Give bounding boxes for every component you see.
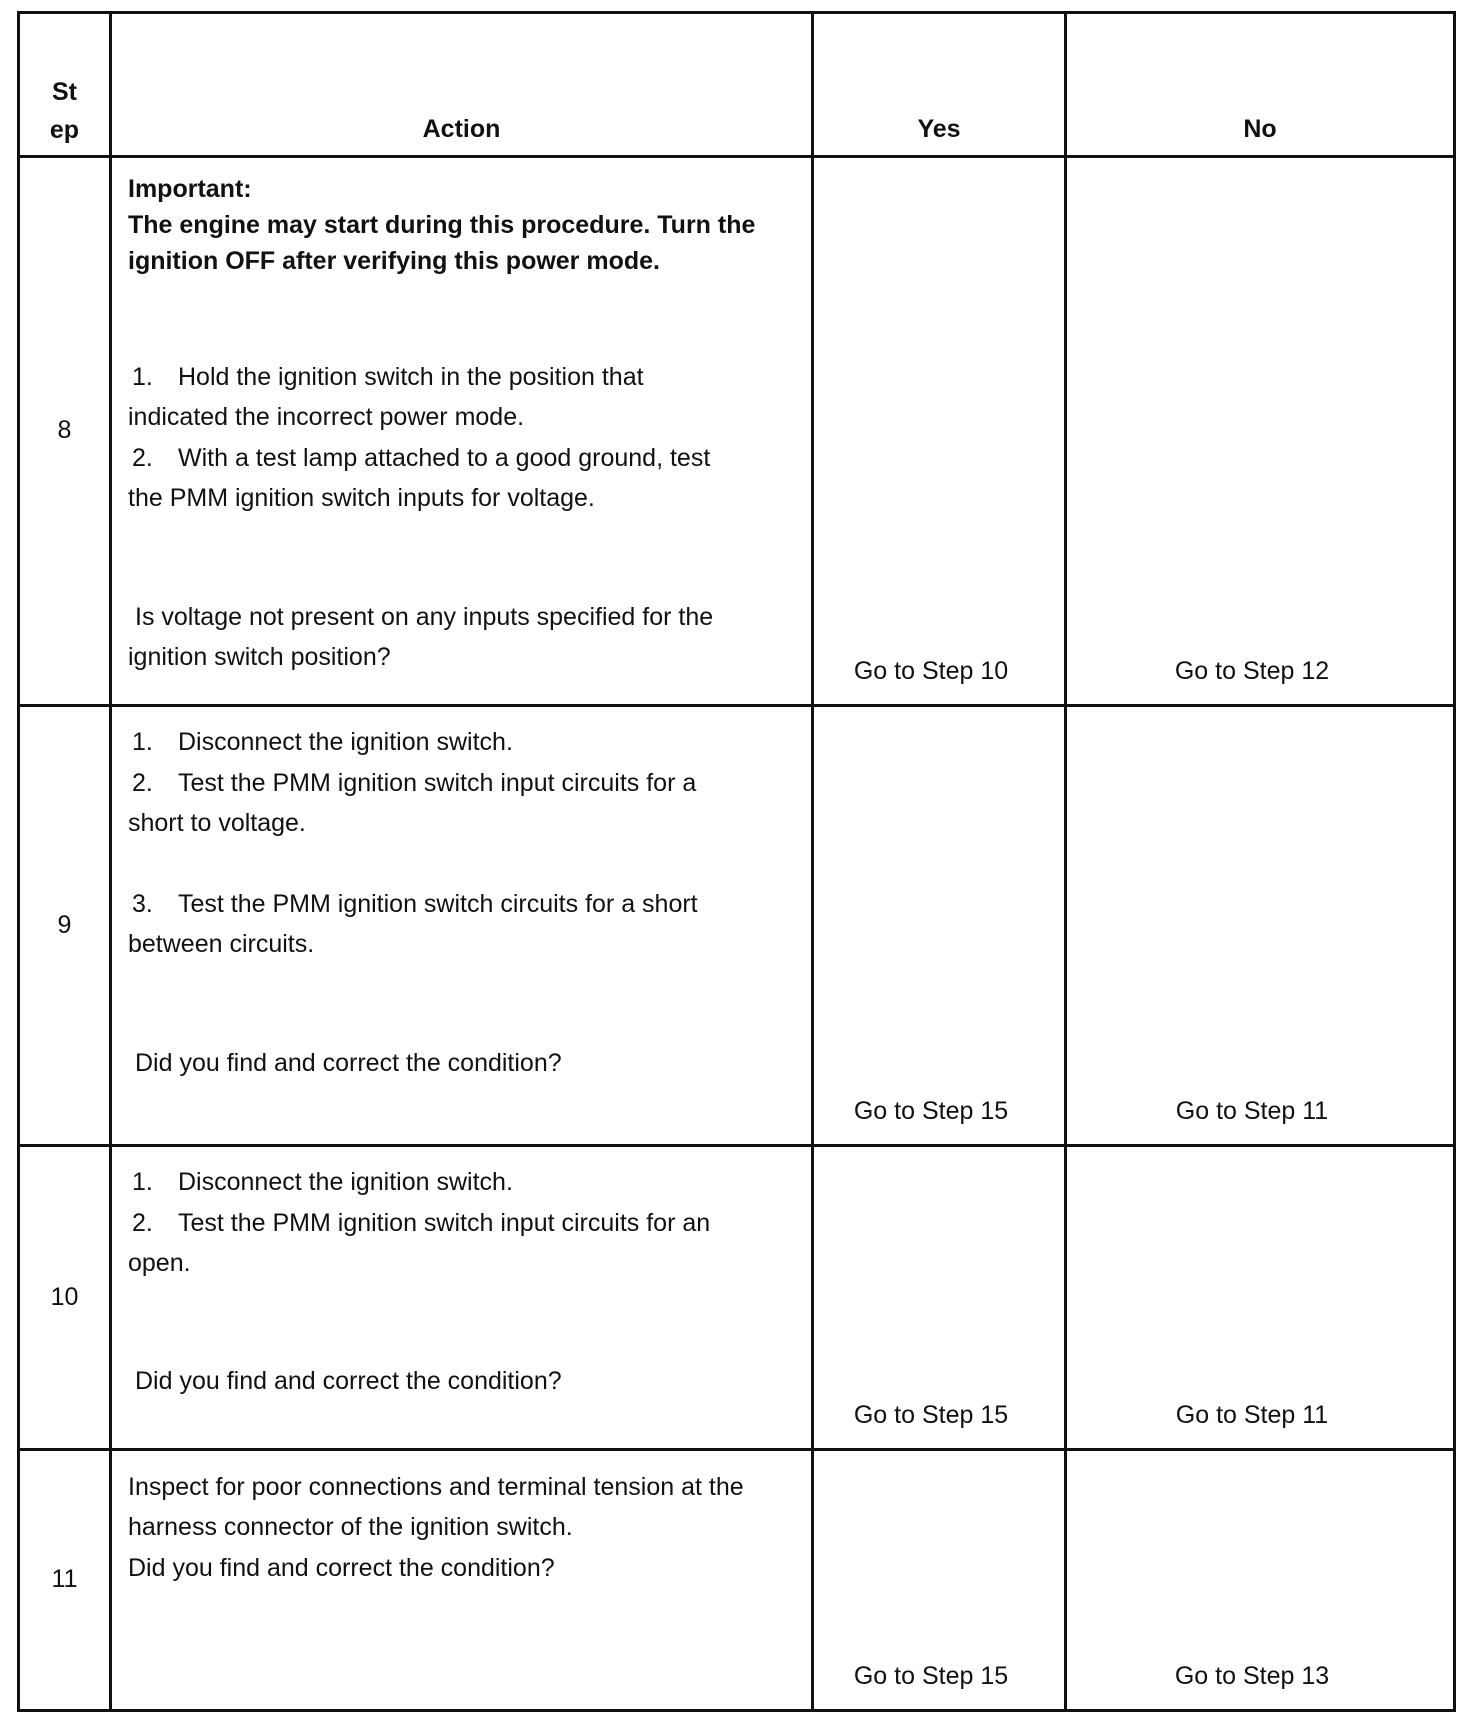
step-8-item-2-cont: the PMM ignition switch inputs for voltage. xyxy=(128,484,595,513)
no-next-step: Go to Step 11 xyxy=(1175,1097,1329,1125)
no-next-step: Go to Step 13 xyxy=(1174,1662,1330,1690)
step-8-item-1: 1. Hold the ignition switch in the position that xyxy=(128,362,644,392)
step-number: 8 xyxy=(19,157,111,706)
item-number: 2. xyxy=(132,768,153,797)
table-row-step-11 xyxy=(19,1449,1455,1710)
yes-next-step: Go to Step 15 xyxy=(853,1097,1009,1125)
no-next-step: Go to Step 12 xyxy=(1174,656,1330,685)
no-cell xyxy=(1066,157,1455,706)
step-header-line2: ep xyxy=(49,116,80,145)
no-cell xyxy=(1066,1449,1455,1710)
step-8-question-line2: ignition switch position? xyxy=(128,643,391,672)
important-text-line2: ignition OFF after verifying this power mode. xyxy=(128,247,660,276)
header-row xyxy=(19,13,1455,157)
step-11-question: Did you find and correct the condition? xyxy=(128,1553,555,1582)
item-number: 1. xyxy=(132,1168,153,1196)
action-cell xyxy=(111,1146,813,1450)
step-8-question-line1: Is voltage not present on any inputs specified for the xyxy=(135,603,714,632)
step-10-item-2: 2. Test the PMM ignition switch input circuits for an xyxy=(128,1208,710,1238)
step-number: 11 xyxy=(19,1449,111,1710)
no-cell xyxy=(1066,1146,1455,1450)
table-row-step-8 xyxy=(19,157,1455,706)
yes-cell xyxy=(813,705,1066,1145)
step-10-question: Did you find and correct the condition? xyxy=(135,1367,562,1395)
step-column-header xyxy=(19,13,111,157)
step-9-item-2: 2. Test the PMM ignition switch input circuits for a xyxy=(128,768,696,798)
step-number: 10 xyxy=(19,1146,111,1450)
action-cell xyxy=(111,705,813,1145)
step-9-item-3: 3. Test the PMM ignition switch circuits for a short xyxy=(128,889,698,919)
yes-next-step: Go to Step 15 xyxy=(853,1400,1009,1429)
item-number: 1. xyxy=(132,727,153,756)
step-8-item-1-cont: indicated the incorrect power mode. xyxy=(128,403,525,432)
important-heading: Important: xyxy=(128,175,252,204)
step-9-item-1: 1. Disconnect the ignition switch. xyxy=(128,727,513,757)
action-cell xyxy=(111,157,813,706)
step-number: 9 xyxy=(19,705,111,1145)
table-row-step-10 xyxy=(19,1146,1455,1450)
step-8-item-2: 2. With a test lamp attached to a good ground, test xyxy=(128,443,710,473)
important-text-line1: The engine may start during this procedure. Turn the xyxy=(128,211,756,240)
step-10-item-2-cont: open. xyxy=(128,1249,191,1277)
no-next-step: Go to Step 11 xyxy=(1175,1400,1329,1429)
step-11-text-line2: harness connector of the ignition switch. xyxy=(128,1512,573,1541)
yes-next-step: Go to Step 10 xyxy=(853,656,1009,685)
yes-cell xyxy=(813,1146,1066,1450)
table-row-step-9 xyxy=(19,705,1455,1145)
diagnostic-table xyxy=(17,11,1456,1712)
item-number: 2. xyxy=(132,444,153,473)
step-9-item-2-cont: short to voltage. xyxy=(128,808,306,837)
yes-next-step: Go to Step 15 xyxy=(853,1662,1009,1690)
step-9-item-3-cont: between circuits. xyxy=(128,929,315,958)
step-11-text-line1: Inspect for poor connections and terminal tension at the xyxy=(128,1472,744,1501)
yes-column-header: Yes xyxy=(813,13,1066,157)
item-number: 1. xyxy=(132,363,153,392)
no-cell xyxy=(1066,705,1455,1145)
step-10-item-1: 1. Disconnect the ignition switch. xyxy=(128,1167,513,1197)
item-number: 3. xyxy=(132,889,153,918)
step-header-line1: St xyxy=(52,78,77,107)
yes-cell xyxy=(813,1449,1066,1710)
action-column-header: Action xyxy=(111,13,813,157)
item-number: 2. xyxy=(132,1209,153,1237)
step-9-question: Did you find and correct the condition? xyxy=(135,1048,562,1077)
no-column-header: No xyxy=(1066,13,1455,157)
yes-cell xyxy=(813,157,1066,706)
action-cell xyxy=(111,1449,813,1710)
